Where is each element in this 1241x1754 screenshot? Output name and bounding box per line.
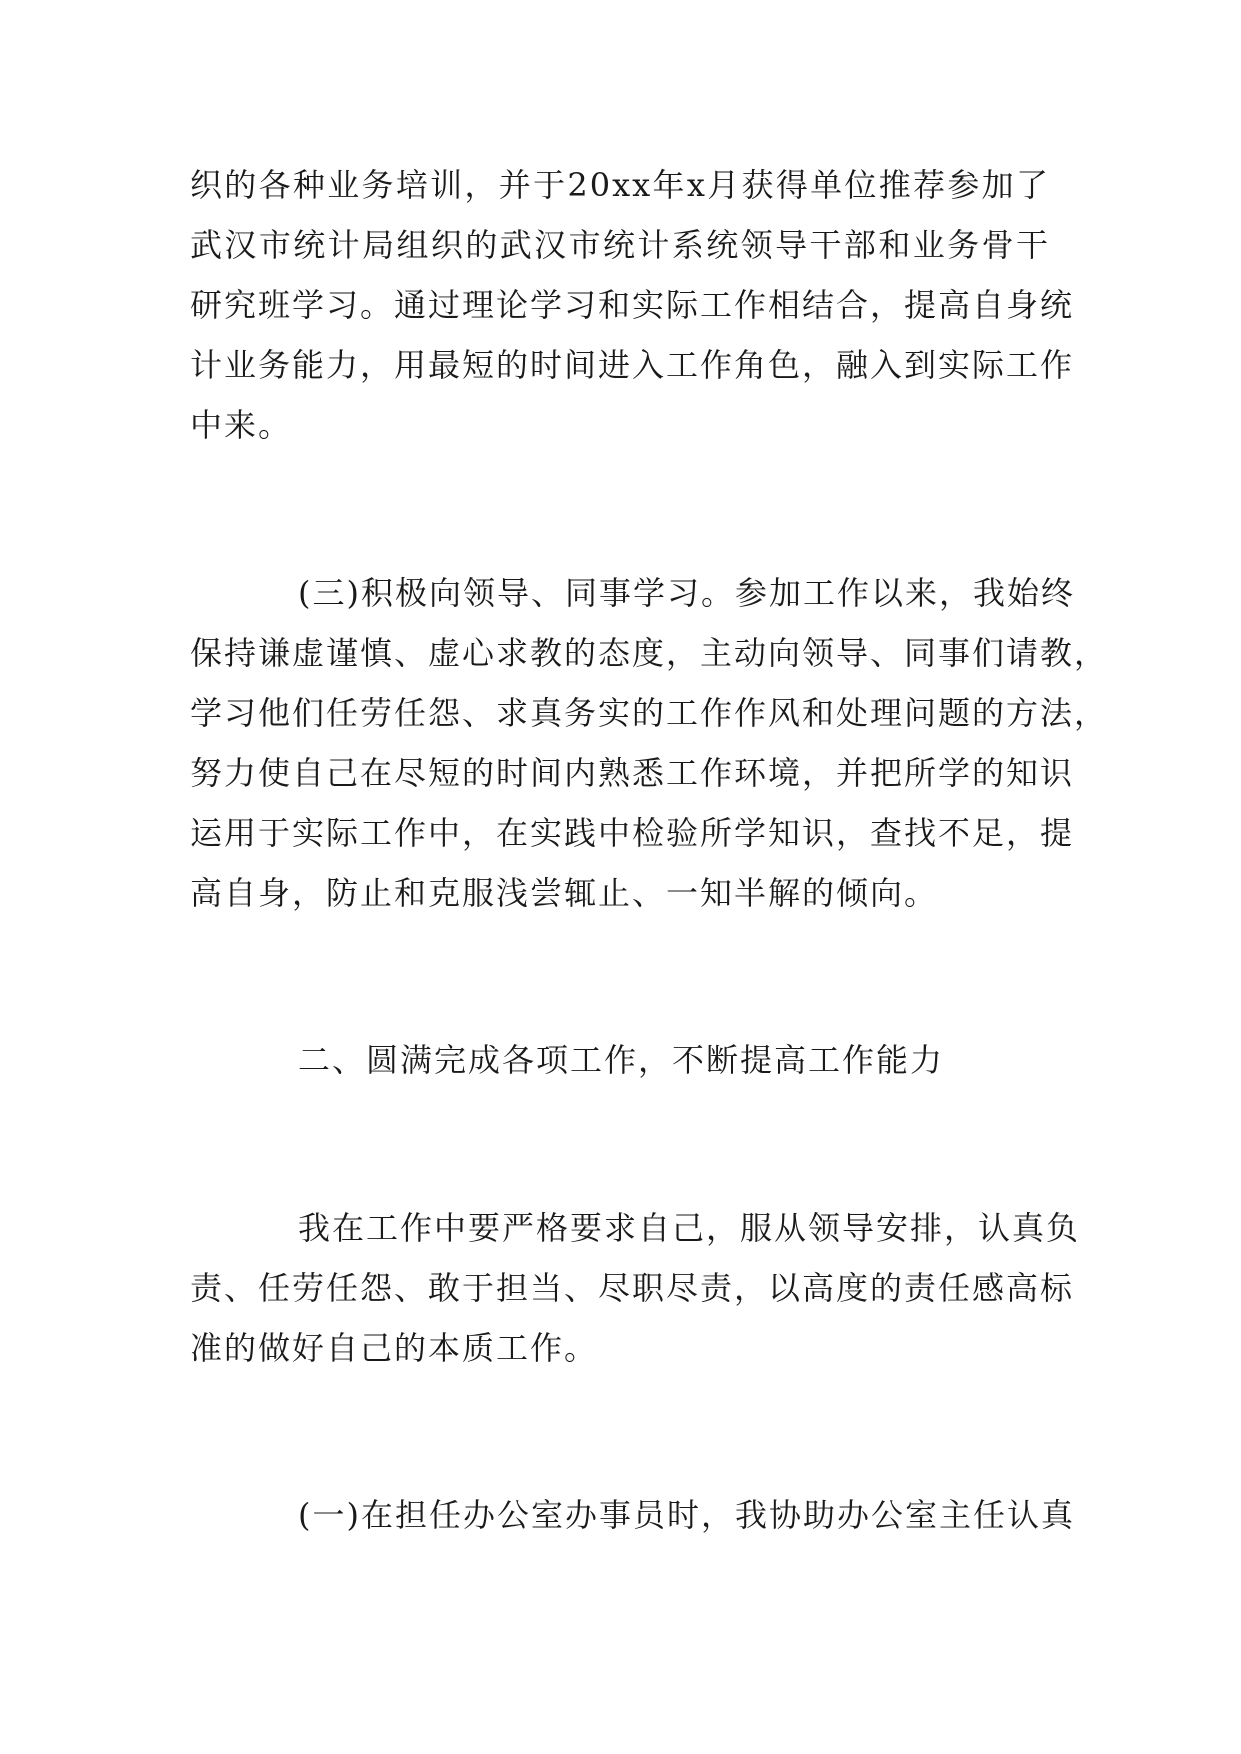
paragraph-2-line-6: 高自身，防止和克服浅尝辄止、一知半解的倾向。 bbox=[190, 874, 939, 912]
paragraph-4-line-1: (一)在担任办公室办事员时，我协助办公室主任认真 bbox=[298, 1496, 1075, 1534]
paragraph-1-line-4: 计业务能力，用最短的时间进入工作角色，融入到实际工作 bbox=[190, 346, 1075, 384]
paragraph-3-line-2: 责、任劳任怨、敢于担当、尽职尽责，以高度的责任感高标 bbox=[190, 1269, 1075, 1307]
paragraph-2-line-1: (三)积极向领导、同事学习。参加工作以来，我始终 bbox=[298, 574, 1075, 612]
paragraph-3-line-1: 我在工作中要严格要求自己，服从领导安排，认真负 bbox=[298, 1209, 1081, 1247]
paragraph-1-line-5: 中来。 bbox=[190, 406, 293, 444]
paragraph-2-line-3: 学习他们任劳任怨、求真务实的工作作风和处理问题的方法， bbox=[190, 694, 1109, 732]
paragraph-2-line-4: 努力使自己在尽短的时间内熟悉工作环境，并把所学的知识 bbox=[190, 754, 1075, 792]
paragraph-2-line-2: 保持谦虚谨慎、虚心求教的态度，主动向领导、同事们请教， bbox=[190, 634, 1109, 672]
paragraph-1-line-2: 武汉市统计局组织的武汉市统计系统领导干部和业务骨干 bbox=[190, 226, 1050, 264]
paragraph-3-line-3: 准的做好自己的本质工作。 bbox=[190, 1329, 599, 1367]
paragraph-2-line-5: 运用于实际工作中，在实践中检验所学知识，查找不足，提 bbox=[190, 814, 1075, 852]
paragraph-1-line-1: 织的各种业务培训，并于20xx年x月获得单位推荐参加了 bbox=[190, 166, 1050, 204]
paragraph-1-line-3: 研究班学习。通过理论学习和实际工作相结合，提高自身统 bbox=[190, 286, 1075, 324]
section-heading: 二、圆满完成各项工作，不断提高工作能力 bbox=[298, 1041, 945, 1079]
